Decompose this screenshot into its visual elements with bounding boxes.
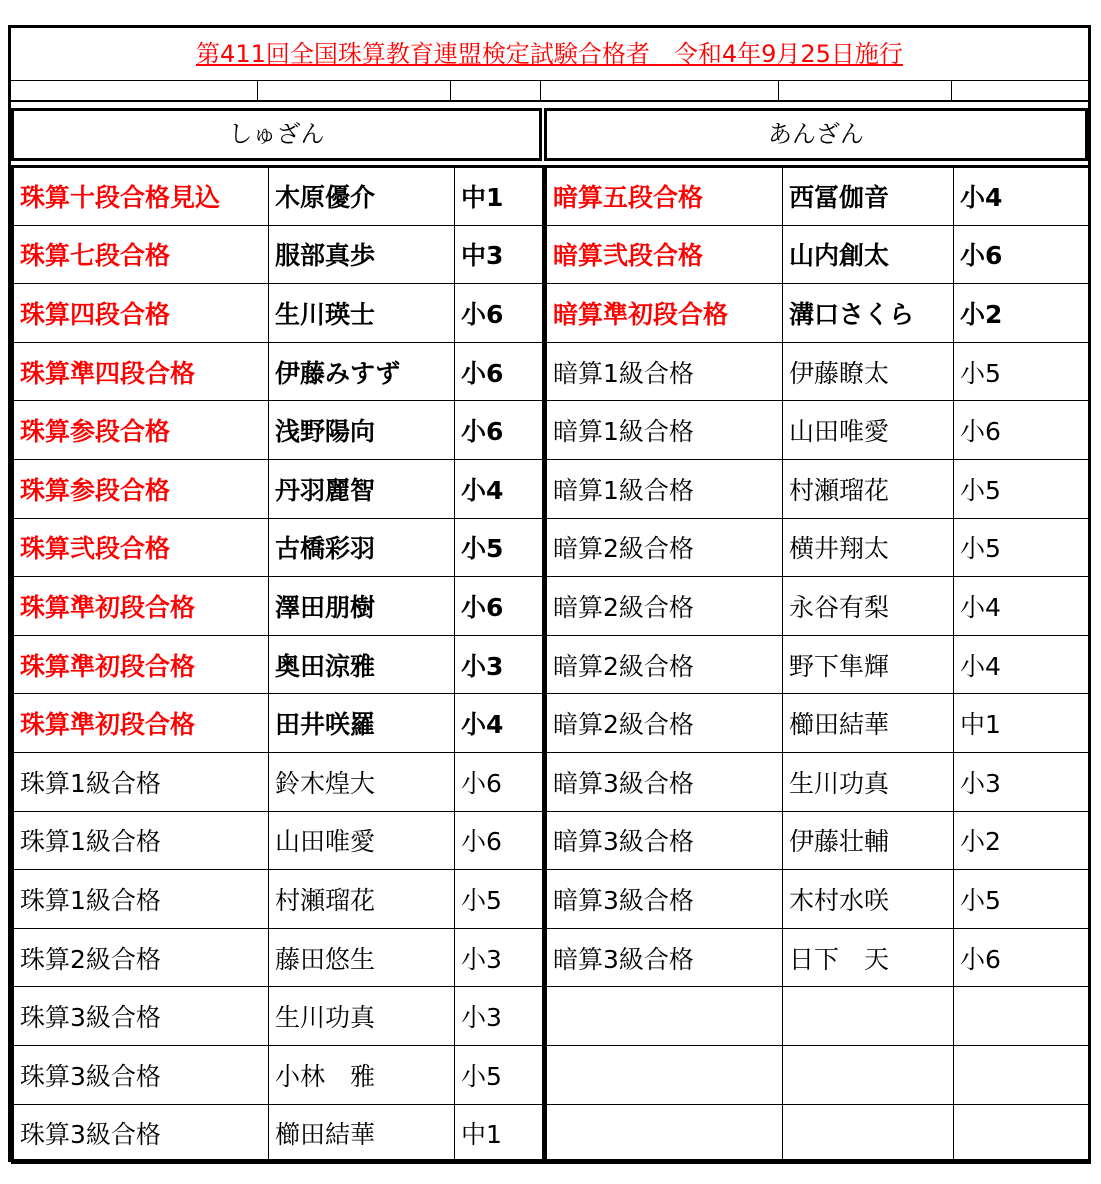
table-row [13, 1045, 544, 1104]
name-cell: 櫛田結華 [269, 1104, 455, 1163]
grade-cell: 暗算弐段合格 [546, 225, 783, 284]
school-year-cell: 小3 [455, 987, 544, 1046]
school-year-cell: 小6 [455, 284, 544, 343]
table-row [546, 752, 1090, 811]
spacer-divider [540, 81, 541, 100]
school-year-cell [954, 1045, 1090, 1104]
school-year-cell: 小4 [455, 459, 544, 518]
table-row [546, 577, 1090, 636]
grade-cell: 暗算1級合格 [546, 459, 783, 518]
name-cell: 生川功真 [783, 752, 954, 811]
name-cell: 田井咲羅 [269, 694, 455, 753]
grade-cell: 珠算準初段合格 [13, 694, 269, 753]
results-sheet [8, 25, 1091, 1162]
school-year-cell: 小6 [455, 811, 544, 870]
spacer-divider [450, 81, 451, 100]
grade-cell: 珠算十段合格見込 [13, 167, 269, 226]
name-cell: 古橋彩羽 [269, 518, 455, 577]
name-cell: 木原優介 [269, 167, 455, 226]
spacer-divider [951, 81, 952, 100]
name-cell: 山内創太 [783, 225, 954, 284]
school-year-cell: 小5 [455, 518, 544, 577]
grade-cell: 珠算参段合格 [13, 401, 269, 460]
name-cell: 野下隼輝 [783, 635, 954, 694]
school-year-cell: 中1 [954, 694, 1090, 753]
grade-cell: 暗算2級合格 [546, 635, 783, 694]
school-year-cell: 中1 [455, 167, 544, 226]
grade-cell [546, 1045, 783, 1104]
school-year-cell: 小5 [954, 459, 1090, 518]
school-year-cell: 小5 [455, 1045, 544, 1104]
table-row [546, 459, 1090, 518]
school-year-cell: 小4 [954, 577, 1090, 636]
table-row [546, 987, 1090, 1046]
grade-cell: 珠算3級合格 [13, 987, 269, 1046]
table-row [13, 401, 544, 460]
table-row [546, 1104, 1090, 1163]
page-title: 第411回全国珠算教育連盟検定試験合格者 令和4年9月25日施行 [196, 40, 903, 68]
school-year-cell: 小5 [455, 870, 544, 929]
grade-cell: 珠算1級合格 [13, 811, 269, 870]
school-year-cell [954, 1104, 1090, 1163]
table-row [13, 459, 544, 518]
name-cell: 奥田涼雅 [269, 635, 455, 694]
table-row [13, 752, 544, 811]
table-row [546, 401, 1090, 460]
table-row [546, 342, 1090, 401]
table-row [13, 225, 544, 284]
table-row [546, 635, 1090, 694]
table-row [13, 811, 544, 870]
grade-cell [546, 1104, 783, 1163]
grade-cell: 珠算準初段合格 [13, 577, 269, 636]
table-row [13, 577, 544, 636]
table-row [13, 518, 544, 577]
table-row [546, 870, 1090, 929]
name-cell: 小林 雅 [269, 1045, 455, 1104]
grade-cell [546, 987, 783, 1046]
grade-cell: 珠算3級合格 [13, 1045, 269, 1104]
name-cell: 澤田朋樹 [269, 577, 455, 636]
table-row [13, 1104, 544, 1163]
name-cell: 村瀬瑠花 [783, 459, 954, 518]
table-row [546, 225, 1090, 284]
school-year-cell: 小6 [455, 342, 544, 401]
name-cell [783, 1045, 954, 1104]
table-row [13, 870, 544, 929]
grade-cell: 珠算3級合格 [13, 1104, 269, 1163]
table-row [13, 635, 544, 694]
section-heading-anzan: あんざん [544, 108, 1088, 161]
grade-cell: 暗算2級合格 [546, 518, 783, 577]
grade-cell: 暗算3級合格 [546, 928, 783, 987]
table-row [546, 928, 1090, 987]
name-cell: 浅野陽向 [269, 401, 455, 460]
grade-cell: 暗算五段合格 [546, 167, 783, 226]
school-year-cell: 小6 [954, 225, 1090, 284]
grade-cell: 珠算四段合格 [13, 284, 269, 343]
name-cell: 西冨伽音 [783, 167, 954, 226]
name-cell: 永谷有梨 [783, 577, 954, 636]
table-row [546, 518, 1090, 577]
name-cell: 溝口さくら [783, 284, 954, 343]
school-year-cell: 小4 [954, 635, 1090, 694]
grade-cell: 珠算準四段合格 [13, 342, 269, 401]
name-cell: 生川瑛士 [269, 284, 455, 343]
grade-cell: 珠算準初段合格 [13, 635, 269, 694]
name-cell: 生川功真 [269, 987, 455, 1046]
table-row [13, 167, 544, 226]
grade-cell: 暗算3級合格 [546, 870, 783, 929]
school-year-cell: 小6 [455, 401, 544, 460]
table-row [13, 694, 544, 753]
grade-cell: 珠算1級合格 [13, 752, 269, 811]
grade-cell: 暗算2級合格 [546, 694, 783, 753]
name-cell: 服部真歩 [269, 225, 455, 284]
name-cell: 山田唯愛 [783, 401, 954, 460]
table-row [13, 987, 544, 1046]
name-cell: 横井翔太 [783, 518, 954, 577]
name-cell [783, 987, 954, 1046]
name-cell [783, 1104, 954, 1163]
grade-cell: 珠算参段合格 [13, 459, 269, 518]
grade-cell: 珠算2級合格 [13, 928, 269, 987]
grade-cell: 珠算弐段合格 [13, 518, 269, 577]
name-cell: 伊藤瞭太 [783, 342, 954, 401]
school-year-cell: 小5 [954, 870, 1090, 929]
grade-cell: 暗算2級合格 [546, 577, 783, 636]
table-row [13, 342, 544, 401]
name-cell: 村瀬瑠花 [269, 870, 455, 929]
school-year-cell: 小5 [954, 342, 1090, 401]
shuzan-results-table [11, 165, 545, 1164]
school-year-cell: 小3 [954, 752, 1090, 811]
school-year-cell: 小6 [455, 752, 544, 811]
table-row [546, 1045, 1090, 1104]
table-row [546, 811, 1090, 870]
table-row [546, 694, 1090, 753]
school-year-cell: 小2 [954, 284, 1090, 343]
grade-cell: 暗算1級合格 [546, 342, 783, 401]
name-cell: 日下 天 [783, 928, 954, 987]
school-year-cell: 小5 [954, 518, 1090, 577]
name-cell: 木村水咲 [783, 870, 954, 929]
name-cell: 丹羽麗智 [269, 459, 455, 518]
section-heading-shuzan: しゅざん [11, 108, 542, 161]
school-year-cell: 中3 [455, 225, 544, 284]
grade-cell: 暗算準初段合格 [546, 284, 783, 343]
school-year-cell [954, 987, 1090, 1046]
grade-cell: 暗算3級合格 [546, 752, 783, 811]
name-cell: 伊藤壮輔 [783, 811, 954, 870]
grade-cell: 珠算1級合格 [13, 870, 269, 929]
name-cell: 藤田悠生 [269, 928, 455, 987]
grade-cell: 珠算七段合格 [13, 225, 269, 284]
name-cell: 鈴木煌大 [269, 752, 455, 811]
school-year-cell: 小2 [954, 811, 1090, 870]
school-year-cell: 小6 [954, 401, 1090, 460]
school-year-cell: 小6 [455, 577, 544, 636]
school-year-cell: 小3 [455, 635, 544, 694]
name-cell: 櫛田結華 [783, 694, 954, 753]
table-row [546, 167, 1090, 226]
spacer-divider [257, 81, 258, 100]
school-year-cell: 小4 [954, 167, 1090, 226]
table-row [13, 928, 544, 987]
grade-cell: 暗算3級合格 [546, 811, 783, 870]
name-cell: 伊藤みすず [269, 342, 455, 401]
name-cell: 山田唯愛 [269, 811, 455, 870]
table-row [13, 284, 544, 343]
school-year-cell: 小4 [455, 694, 544, 753]
spacer-divider [778, 81, 779, 100]
grade-cell: 暗算1級合格 [546, 401, 783, 460]
school-year-cell: 中1 [455, 1104, 544, 1163]
school-year-cell: 小6 [954, 928, 1090, 987]
table-row [546, 284, 1090, 343]
anzan-results-table [544, 165, 1091, 1164]
spacer-row [11, 80, 1088, 102]
school-year-cell: 小3 [455, 928, 544, 987]
